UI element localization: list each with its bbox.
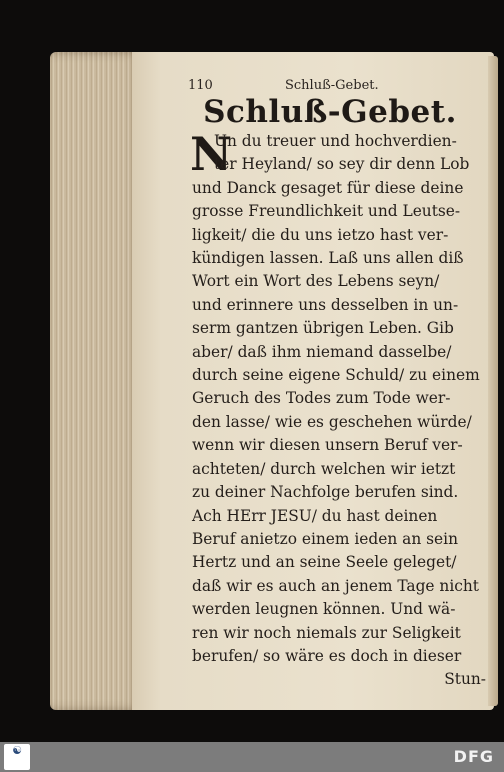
running-head-title: Schluß-Gebet.	[285, 78, 379, 93]
text-line: kündigen lassen. Laß uns allen diß	[192, 249, 464, 268]
logo-emblem-icon: ☯	[12, 744, 22, 757]
text-line: und Danck gesaget für diese deine	[192, 178, 464, 197]
text-line: Un du treuer und hochverdien-	[214, 132, 457, 150]
footer-bar	[0, 742, 504, 772]
text-line: daß wir es auch an jenem Tage nicht	[192, 576, 479, 595]
text-line: den lasse/ wie es geschehen würde/	[192, 412, 472, 431]
text-line: Geruch des Todes zum Tode wer-	[192, 389, 451, 408]
text-line: Hertz und an seine Seele geleget/	[192, 553, 457, 572]
institution-logo[interactable]	[4, 744, 30, 770]
text-line: achteten/ durch welchen wir ietzt	[192, 459, 456, 478]
text-line: durch seine eigene Schuld/ zu einem	[192, 366, 480, 385]
drop-initial: N	[190, 127, 233, 181]
page-title: Schluß-Gebet.	[203, 94, 457, 130]
text-line: ligkeit/ die du uns ietzo hast ver-	[192, 225, 449, 244]
text-line: Ach HErr JESU/ du hast deinen	[192, 506, 438, 525]
book-page-edges	[50, 52, 142, 710]
text-line: werden leugnen können. Und wä-	[192, 600, 456, 619]
text-line: grosse Freundlichkeit und Leutse-	[192, 202, 461, 221]
text-line: ren wir noch niemals zur Seligkeit	[192, 623, 461, 642]
text-line: berufen/ so wäre es doch in dieser	[192, 646, 462, 665]
text-line: wenn wir diesen unsern Beruf ver-	[192, 436, 463, 455]
text-line: aber/ daß ihm niemand dasselbe/	[192, 342, 452, 361]
text-line: und erinnere uns desselben in un-	[192, 295, 459, 314]
body-text	[190, 127, 486, 692]
running-head	[188, 78, 488, 94]
text-line: ter Heyland/ so sey dir denn Lob	[214, 155, 470, 174]
text-line: serm gantzen übrigen Leben. Gib	[192, 319, 454, 338]
text-line: Beruf anietzo einem ieden an sein	[192, 529, 458, 548]
page-number: 110	[188, 78, 213, 93]
dfg-logo[interactable]: DFG	[453, 747, 494, 766]
page-curl-edge	[488, 56, 498, 706]
text-line: zu deiner Nachfolge berufen sind.	[192, 483, 459, 502]
text-line: Wort ein Wort des Lebens seyn/	[192, 272, 440, 291]
catchword: Stun-	[444, 670, 486, 689]
